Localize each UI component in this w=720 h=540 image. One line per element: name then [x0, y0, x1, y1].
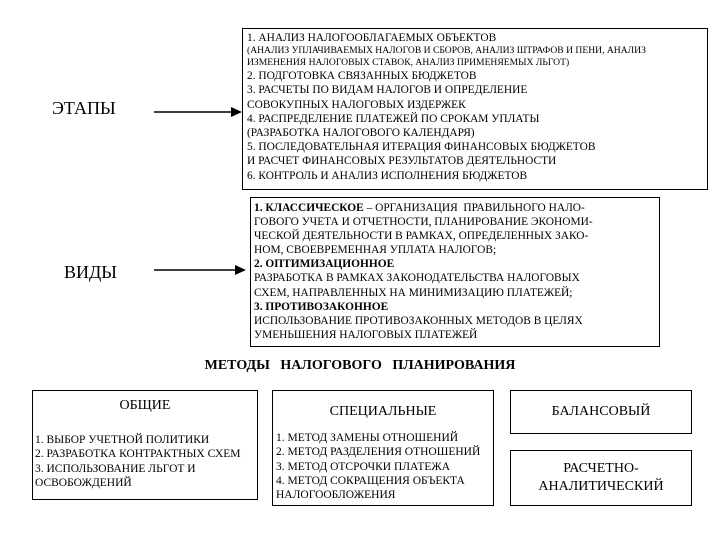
type-text: СХЕМ, НАПРАВЛЕННЫХ НА МИНИМИЗАЦИЮ ПЛАТЕЖЕЙ;	[254, 286, 573, 299]
stage-line: 5. ПОСЛЕДОВАТЕЛЬНАЯ ИТЕРАЦИЯ ФИНАНСОВЫХ БЮДЖЕТОВ	[247, 141, 596, 154]
general-methods-list	[35, 433, 255, 490]
type-heading: 2. ОПТИМИЗАЦИОННОЕ	[254, 258, 395, 271]
calc-method-line2: АНАЛИТИЧЕСКИЙ	[538, 479, 664, 494]
type-line	[254, 300, 656, 314]
type-heading: 3. ПРОТИВОЗАКОННОЕ	[254, 300, 389, 313]
stage-line: ИЗМЕНЕНИЯ НАЛОГОВЫХ СТАВОК, АНАЛИЗ ПРИМЕНЯЕМЫХ ЛЬГОТ)	[247, 57, 570, 69]
stage-line: (РАЗРАБОТКА НАЛОГОВОГО КАЛЕНДАРЯ)	[247, 127, 475, 140]
type-heading: 1. КЛАССИЧЕСКОЕ	[254, 202, 364, 214]
special-methods-box	[272, 390, 494, 506]
stage-line: (АНАЛИЗ УПЛАЧИВАЕМЫХ НАЛОГОВ И СБОРОВ, АНАЛИЗ ШТРАФОВ И ПЕНИ, АНАЛИЗ	[247, 45, 646, 57]
stage-line: СОВОКУПНЫХ НАЛОГОВЫХ ИЗДЕРЖЕК	[247, 98, 466, 111]
general-method-item: 1. ВЫБОР УЧЕТНОЙ ПОЛИТИКИ	[35, 434, 210, 447]
balance-method-title: БАЛАНСОВЫЙ	[551, 404, 651, 419]
type-line	[254, 328, 656, 342]
types-box	[250, 197, 660, 347]
balance-method-box	[510, 390, 692, 434]
stage-line: 6. КОНТРОЛЬ И АНАЛИЗ ИСПОЛНЕНИЯ БЮДЖЕТОВ	[247, 169, 528, 182]
type-line	[254, 201, 656, 215]
stage-line: 4. РАСПРЕДЕЛЕНИЕ ПЛАТЕЖЕЙ ПО СРОКАМ УПЛАТЫ	[247, 112, 540, 125]
types-label: ВИДЫ	[64, 262, 117, 282]
general-methods-title: ОБЩИЕ	[119, 398, 171, 413]
special-method-item: 3. МЕТОД ОТСРОЧКИ ПЛАТЕЖА	[276, 460, 451, 473]
type-line	[254, 257, 656, 271]
types-arrow	[152, 262, 248, 278]
stage-line: 2. ПОДГОТОВКА СВЯЗАННЫХ БЮДЖЕТОВ	[247, 70, 477, 83]
type-line	[254, 229, 656, 243]
stage-line: 1. АНАЛИЗ НАЛОГООБЛАГАЕМЫХ ОБЪЕКТОВ	[247, 32, 497, 44]
stages-box	[242, 28, 708, 190]
stages-arrow	[152, 104, 244, 120]
type-line	[254, 243, 656, 257]
type-text: ИСПОЛЬЗОВАНИЕ ПРОТИВОЗАКОННЫХ МЕТОДОВ В ЦЕЛЯХ	[254, 314, 583, 327]
special-methods-title: СПЕЦИАЛЬНЫЕ	[329, 404, 437, 419]
stage-line: И РАСЧЕТ ФИНАНСОВЫХ РЕЗУЛЬТАТОВ ДЕЯТЕЛЬНОСТИ	[247, 155, 557, 168]
stage-line: 3. РАСЧЕТЫ ПО ВИДАМ НАЛОГОВ И ОПРЕДЕЛЕНИЕ	[247, 84, 528, 97]
general-method-item: ОСВОБОЖДЕНИЙ	[35, 476, 132, 489]
stages-label: ЭТАПЫ	[52, 98, 116, 118]
general-method-item: 2. РАЗРАБОТКА КОНТРАКТНЫХ СХЕМ	[35, 448, 241, 461]
type-text: НОМ, СВОЕВРЕМЕННАЯ УПЛАТА НАЛОГОВ;	[254, 244, 497, 257]
type-text: – ОРГАНИЗАЦИЯ ПРАВИЛЬНОГО НАЛО-	[363, 202, 585, 214]
type-line	[254, 314, 656, 328]
type-line	[254, 286, 656, 300]
type-text: ЧЕСКОЙ ДЕЯТЕЛЬНОСТИ В РАМКАХ, ОПРЕДЕЛЕННЫХ ЗАКО-	[254, 230, 589, 243]
type-line	[254, 215, 656, 229]
type-text: УМЕНЬШЕНИЯ НАЛОГОВЫХ ПЛАТЕЖЕЙ	[254, 328, 478, 341]
calc-method-line1: РАСЧЕТНО-	[563, 461, 639, 476]
type-line	[254, 271, 656, 285]
special-method-item: 1. МЕТОД ЗАМЕНЫ ОТНОШЕНИЙ	[276, 432, 459, 445]
general-methods-box	[32, 390, 258, 500]
type-text: ГОВОГО УЧЕТА И ОТЧЕТНОСТИ, ПЛАНИРОВАНИЕ ЭКОНОМИ-	[254, 216, 593, 229]
special-method-item: 4. МЕТОД СОКРАЩЕНИЯ ОБЪЕКТА	[276, 474, 465, 487]
calc-method-box	[510, 450, 692, 506]
general-method-item: 3. ИСПОЛЬЗОВАНИЕ ЛЬГОТ И	[35, 462, 196, 475]
special-method-item: НАЛОГООБЛОЖЕНИЯ	[276, 489, 396, 502]
special-methods-list	[276, 431, 490, 502]
special-method-item: 2. МЕТОД РАЗДЕЛЕНИЯ ОТНОШЕНИЙ	[276, 446, 481, 459]
type-text: РАЗРАБОТКА В РАМКАХ ЗАКОНОДАТЕЛЬСТВА НАЛОГОВЫХ	[254, 272, 580, 285]
methods-title: МЕТОДЫ НАЛОГОВОГО ПЛАНИРОВАНИЯ	[204, 358, 516, 373]
